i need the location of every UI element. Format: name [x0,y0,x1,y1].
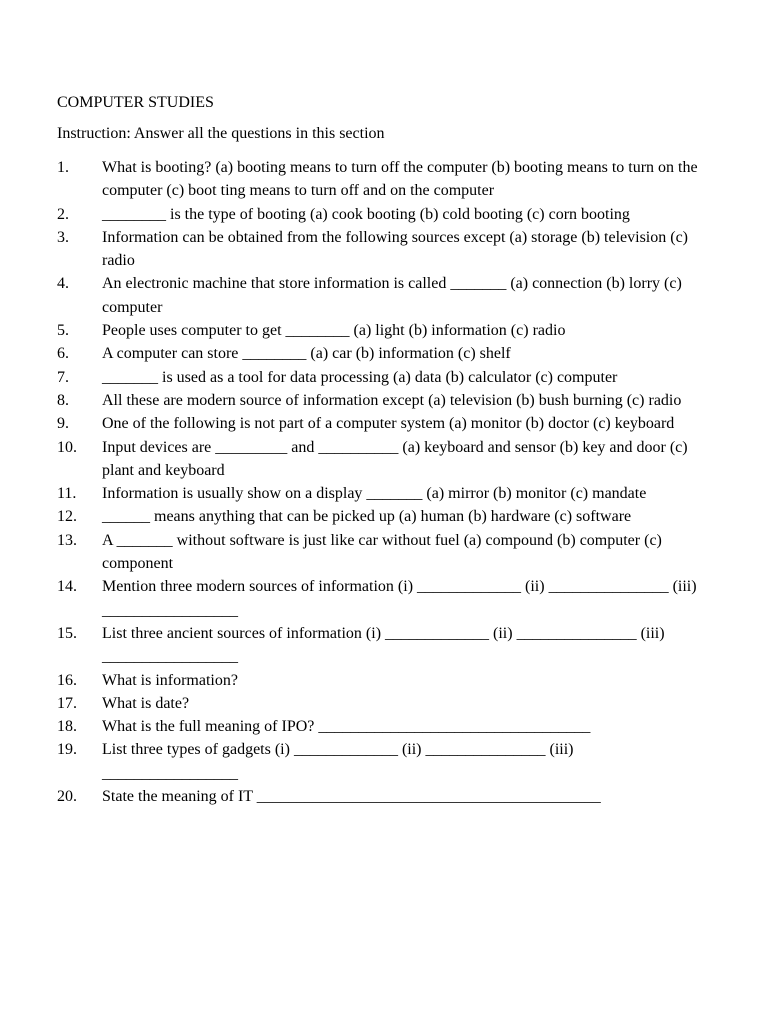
question-item [57,226,713,273]
question-text: One of the following is not part of a computer system (a) monitor (b) doctor (c) keyboard [102,415,675,433]
question-number: 19. [57,741,77,759]
question-text: A computer can store ________ (a) car (b) information (c) shelf [102,345,511,363]
question-item [57,575,713,622]
question-number: 12. [57,508,77,526]
question-number: 8. [57,391,69,409]
question-number: 6. [57,345,69,363]
question-item [57,272,713,319]
question-list [57,156,713,808]
question-text: _______ is used as a tool for data processing (a) data (b) calculator (c) computer [102,368,618,386]
question-text: What is the full meaning of IPO? __________________________________ [102,718,591,736]
question-item [57,669,713,692]
question-number: 3. [57,228,69,246]
question-item [57,692,713,715]
question-number: 20. [57,788,77,806]
question-text: What is booting? (a) booting means to turn off the computer (b) booting means to turn on the computer (c) boot ting means to turn off and on the computer [102,159,702,200]
question-number: 5. [57,322,69,340]
question-number: 18. [57,718,77,736]
document-page [57,92,713,808]
question-text: List three types of gadgets (i) _____________ (ii) _______________ (iii) _________________ [102,741,578,782]
question-item [57,412,713,435]
question-item [57,738,713,785]
question-text: List three ancient sources of information (i) _____________ (ii) _______________ (iii) _________________ [102,624,669,666]
question-number: 1. [57,159,69,176]
question-text: ______ means anything that can be picked up (a) human (b) hardware (c) software [102,508,632,526]
question-item [57,366,713,389]
question-text: State the meaning of IT ___________________________________________ [102,788,601,806]
question-item [57,389,713,412]
instruction-text: Instruction: Answer all the questions in this section [57,125,385,142]
question-text: Input devices are _________ and __________ (a) keyboard and sensor (b) key and door (c) plant and keyboard [102,438,692,479]
question-number: 7. [57,368,69,386]
question-text: Mention three modern sources of information (i) _____________ (ii) _______________ (iii) _________________ [102,578,701,619]
question-number: 14. [57,578,77,596]
question-text: Information can be obtained from the following sources except (a) storage (b) television (c) radio [102,228,693,270]
question-number: 4. [57,275,69,293]
question-number: 10. [57,438,77,456]
question-item [57,436,713,483]
question-number: 9. [57,415,69,433]
question-number: 16. [57,671,77,689]
question-text: People uses computer to get ________ (a) light (b) information (c) radio [102,322,566,340]
question-text: ________ is the type of booting (a) cook booting (b) cold booting (c) corn booting [102,205,630,223]
question-number: 15. [57,624,77,642]
question-item [57,785,713,808]
document-title: COMPUTER STUDIES [57,94,214,111]
question-number: 13. [57,531,77,549]
question-text: All these are modern source of information except (a) television (b) bush burning (c) radio [102,391,682,409]
question-text: A _______ without software is just like car without fuel (a) compound (b) computer (c) component [102,531,666,573]
question-number: 11. [57,485,77,503]
question-number: 2. [57,205,69,223]
question-item [57,203,713,226]
question-item [57,156,713,203]
question-text: What is date? [102,694,190,712]
question-item [57,505,713,528]
question-item [57,319,713,342]
question-item [57,622,713,669]
question-item [57,482,713,505]
question-item [57,342,713,365]
question-number: 17. [57,694,77,712]
question-item [57,529,713,576]
question-item [57,715,713,738]
question-text: An electronic machine that store information is called _______ (a) connection (b) lorry (c) computer [102,275,686,316]
question-text: What is information? [102,671,238,689]
question-text: Information is usually show on a display _______ (a) mirror (b) monitor (c) mandate [102,485,647,503]
